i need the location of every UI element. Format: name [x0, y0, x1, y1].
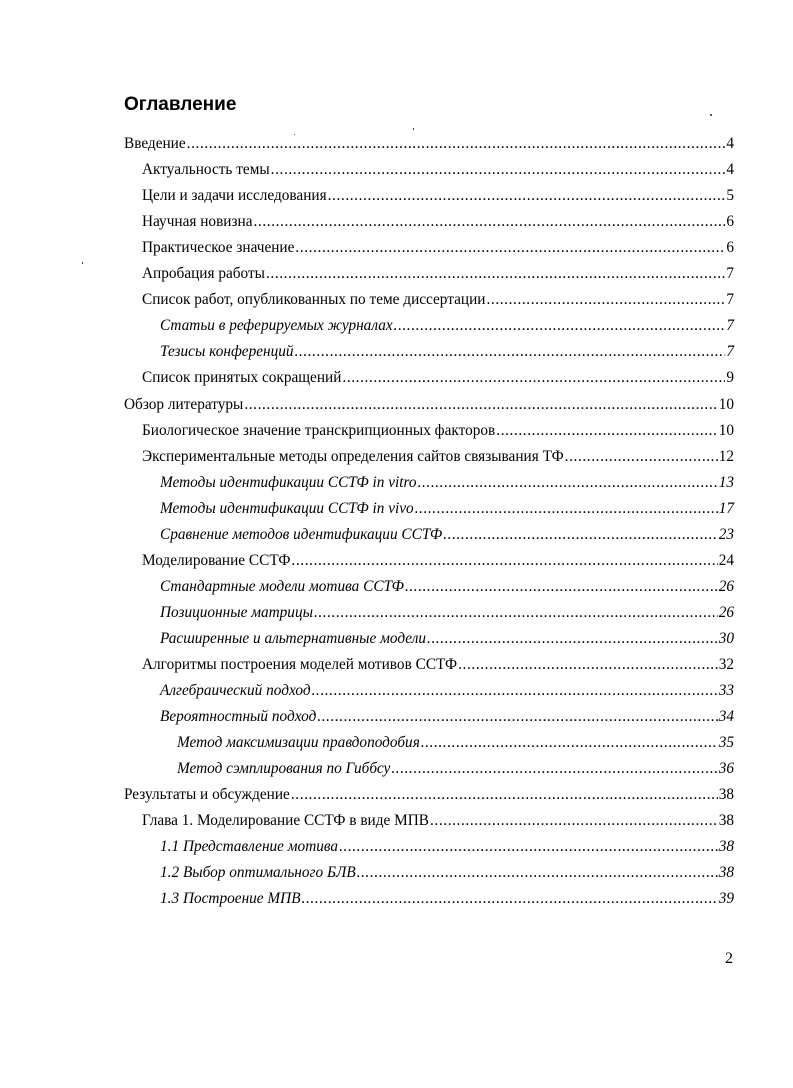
toc-entry[interactable] [160, 576, 734, 598]
toc-entry-label: Список работ, опубликованных по теме диссертации [142, 291, 486, 309]
toc-entry-page: 7 [726, 343, 734, 361]
toc-leader-dots [430, 810, 718, 832]
toc-leader-dots [328, 185, 726, 207]
toc-entry-page: 6 [726, 239, 734, 257]
toc-entry[interactable] [160, 862, 734, 884]
toc-entry[interactable] [142, 367, 734, 389]
toc-entry-label: Обзор литературы [124, 395, 244, 413]
toc-leader-dots [415, 498, 718, 520]
toc-entry-label: 1.2 Выбор оптимального БЛВ [160, 864, 356, 882]
toc-entry-label: Моделирование ССТФ [142, 551, 291, 569]
scan-speck [413, 128, 414, 130]
toc-entry[interactable] [124, 784, 734, 806]
toc-entry-page: 10 [718, 395, 734, 413]
toc-entry-label: 1.3 Построение МПВ [160, 890, 301, 908]
toc-leader-dots [421, 732, 718, 754]
toc-leader-dots [302, 888, 718, 910]
toc-leader-dots [342, 367, 725, 389]
toc-leader-dots [314, 602, 718, 624]
toc-entry[interactable] [142, 211, 734, 233]
toc-leader-dots [291, 784, 718, 806]
toc-entry-page: 7 [726, 265, 734, 283]
toc-entry-label: Цели и задачи исследования [142, 187, 327, 205]
toc-leader-dots [271, 159, 726, 181]
toc-entry-page: 9 [726, 369, 734, 387]
toc-entry-label: Экспериментальные методы определения сайтов связывания ТФ [142, 447, 564, 465]
toc-entry-page: 38 [718, 838, 734, 856]
toc-entry-label: Актуальность темы [142, 161, 270, 179]
toc-entry-label: Вероятностный подход [160, 708, 317, 726]
toc-entry-page: 34 [718, 708, 734, 726]
scan-speck [710, 114, 712, 116]
toc-entry-page: 17 [718, 499, 734, 517]
toc-entry-label: Метод максимизации правдоподобия [177, 734, 420, 752]
toc-entry-label: Список принятых сокращений [142, 369, 342, 387]
toc-leader-dots [317, 706, 717, 728]
toc-entry-page: 12 [718, 447, 734, 465]
scan-speck [294, 134, 295, 135]
scan-speck [82, 262, 83, 264]
toc-entry-label: Метод сэмплирования по Гиббсу [177, 760, 391, 778]
toc-entry[interactable] [160, 836, 734, 858]
toc-leader-dots [312, 680, 718, 702]
toc-entry[interactable] [142, 550, 734, 572]
toc-entry-page: 7 [726, 291, 734, 309]
toc-entry-page: 4 [726, 161, 734, 179]
toc-entry[interactable] [142, 654, 734, 676]
toc-entry[interactable] [160, 341, 734, 363]
toc-entry-label: Тезисы конференций [160, 343, 294, 361]
toc-entry[interactable] [177, 732, 734, 754]
toc-entry-page: 26 [718, 577, 734, 595]
toc-entry-label: Методы идентификации ССТФ in vitro [160, 473, 417, 491]
toc-entry-label: Биологическое значение транскрипционных факторов [142, 421, 496, 439]
toc-entry[interactable] [142, 185, 734, 207]
toc-entry[interactable] [142, 446, 734, 468]
toc-leader-dots [458, 654, 718, 676]
toc-entry[interactable] [160, 680, 734, 702]
toc-title: Оглавление [124, 94, 237, 115]
toc-entry[interactable] [160, 315, 734, 337]
toc-entry-page: 30 [718, 629, 734, 647]
toc-entry-label: Расширенные и альтернативные модели [160, 629, 427, 647]
toc-entry-label: Сравнение методов идентификации ССТФ [160, 525, 443, 543]
toc-entry-label: Позиционные матрицы [160, 603, 313, 621]
toc-leader-dots [339, 836, 718, 858]
toc-entry-page: 7 [726, 317, 734, 335]
toc-entry[interactable] [142, 810, 734, 832]
toc-entry-label: Глава 1. Моделирование ССТФ в виде МПВ [142, 812, 429, 830]
toc-entry[interactable] [142, 289, 734, 311]
page-number: 2 [725, 950, 733, 967]
toc-entry-label: 1.1 Представление мотива [160, 838, 339, 856]
toc-entry-page: 26 [718, 603, 734, 621]
toc-entry-label: Результаты и обсуждение [124, 786, 290, 804]
toc-leader-dots [254, 211, 726, 233]
toc-entry-label: Стандартные модели мотива ССТФ [160, 577, 404, 595]
toc-entry[interactable] [142, 159, 734, 181]
toc-leader-dots [266, 263, 725, 285]
toc-entry-page: 38 [718, 786, 734, 804]
toc-entry-page: 6 [726, 213, 734, 231]
toc-leader-dots [391, 758, 717, 780]
toc-entry-label: Введение [124, 135, 186, 152]
toc-leader-dots [405, 576, 718, 598]
toc-leader-dots [295, 237, 725, 259]
toc-leader-dots [443, 524, 717, 546]
toc-entry-label: Апробация работы [142, 265, 265, 283]
toc-entry-page: 13 [718, 473, 734, 491]
toc-entry-page: 23 [718, 525, 734, 543]
toc-entry[interactable] [142, 237, 734, 259]
toc-leader-dots [565, 446, 718, 468]
toc-entry[interactable] [160, 706, 734, 728]
toc-entry-page: 10 [718, 421, 734, 439]
toc-entry-page: 36 [718, 760, 734, 778]
toc-entry[interactable] [160, 888, 734, 910]
toc-entry-label: Практическое значение [142, 239, 295, 257]
toc-leader-dots [427, 628, 718, 650]
toc-entry-label: Статьи в реферируемых журналах [160, 317, 393, 335]
toc-entry-page: 39 [718, 890, 734, 908]
toc-leader-dots [295, 341, 726, 363]
toc-leader-dots [244, 394, 717, 416]
toc-leader-dots [357, 862, 718, 884]
toc-entry-label: Алгебраический подход [160, 682, 311, 700]
toc-entry[interactable] [142, 263, 734, 285]
toc-entry[interactable] [160, 602, 734, 624]
toc-entry-page: 4 [726, 135, 734, 152]
toc-entry-label: Методы идентификации ССТФ in vivo [160, 499, 414, 517]
toc-entry[interactable] [177, 758, 734, 780]
toc-entry-label: Научная новизна [142, 213, 253, 231]
toc-entry-page: 24 [718, 551, 734, 569]
toc-leader-dots [486, 289, 725, 311]
toc-leader-dots [291, 550, 717, 572]
toc-entry[interactable] [124, 394, 734, 416]
toc-leader-dots [496, 420, 717, 442]
toc-entry-page: 35 [718, 734, 734, 752]
toc-leader-dots [187, 133, 726, 155]
toc-entry[interactable] [160, 498, 734, 520]
toc-entry-page: 33 [718, 682, 734, 700]
toc-entry[interactable] [160, 472, 734, 494]
toc-entry[interactable] [160, 524, 734, 546]
toc-entry-page: 32 [718, 656, 734, 673]
toc-entry-page: 38 [718, 812, 734, 830]
toc-leader-dots [394, 315, 726, 337]
toc-leader-dots [418, 472, 718, 494]
toc-entry-page: 5 [726, 187, 734, 205]
toc-entry-page: 38 [718, 864, 734, 882]
toc-entry-label: Алгоритмы построения моделей мотивов ССТФ [142, 656, 458, 673]
toc-entry[interactable] [124, 133, 734, 155]
toc-entry[interactable] [160, 628, 734, 650]
toc-entry[interactable] [142, 420, 734, 442]
